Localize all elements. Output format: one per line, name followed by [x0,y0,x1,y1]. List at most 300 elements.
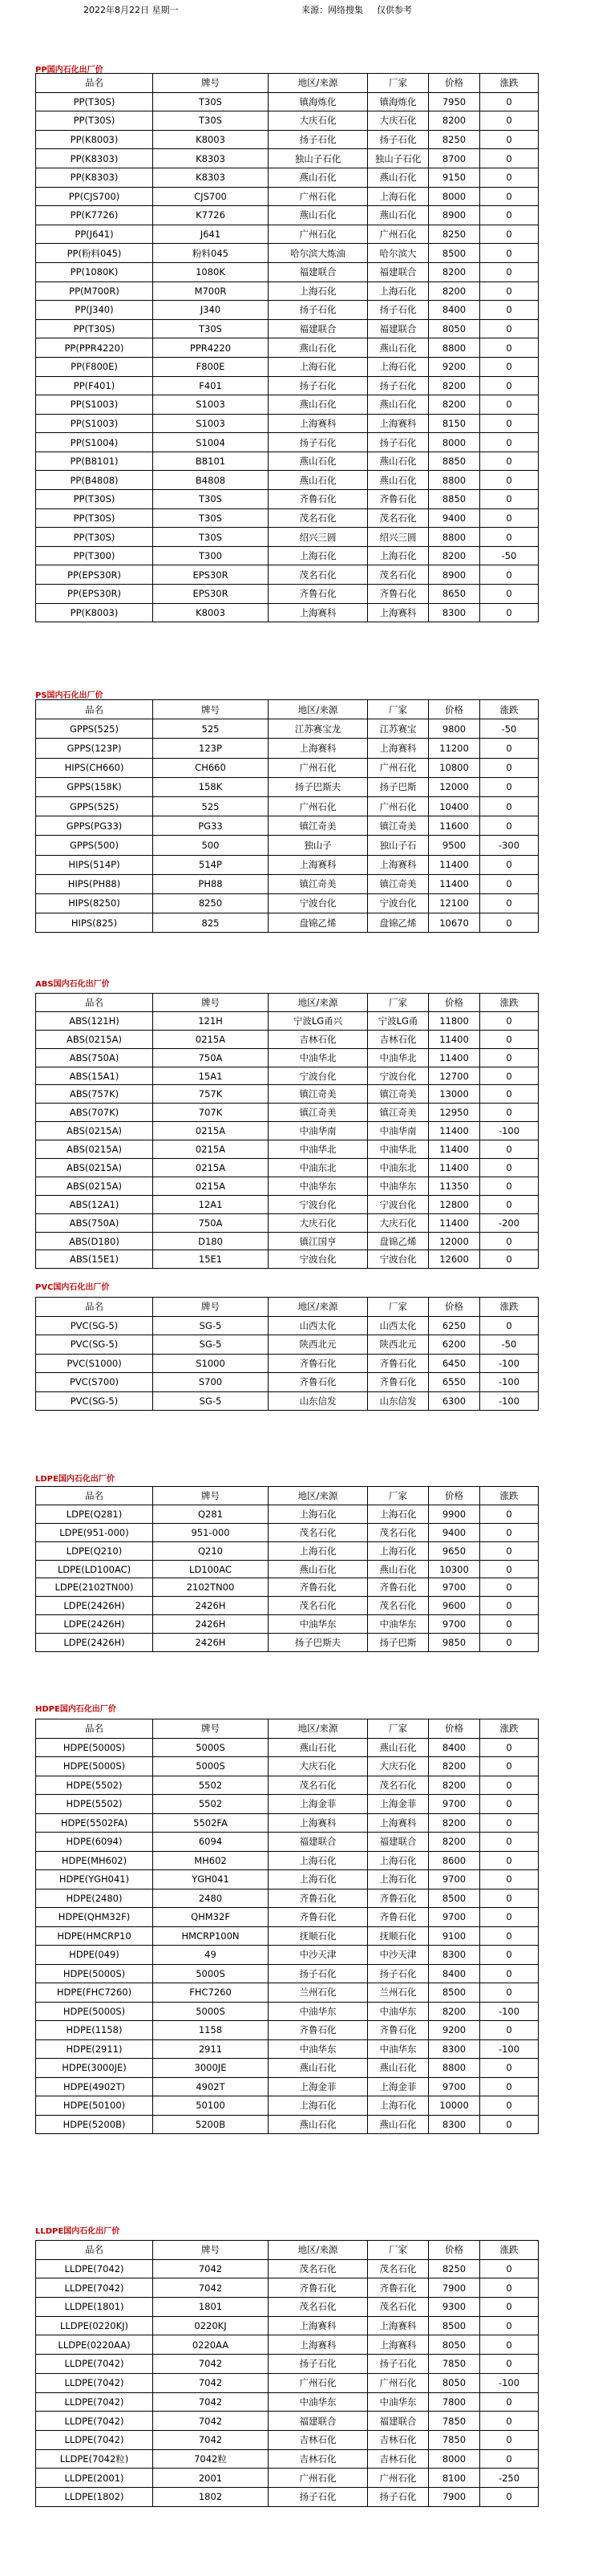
table-cell: 6300 [429,1391,480,1411]
table-cell: 0 [480,1505,539,1523]
table-cell: -50 [480,546,539,565]
table-cell: 吉林石化 [269,2430,368,2449]
table-cell: 上海石化 [368,281,429,301]
table-row [36,1335,539,1355]
table-cell: 吉林石化 [269,2449,368,2469]
table-cell: 中沙天津 [368,1946,429,1965]
table-cell: 8900 [429,206,480,225]
table-cell: ABS(121H) [36,1011,153,1030]
column-header: 厂家 [368,2241,429,2260]
price-table [35,1297,539,1411]
table-cell: 燕山石化 [368,395,429,415]
table-row [36,433,539,452]
table-cell: 中油华东 [269,1177,368,1195]
table-row [36,1048,539,1067]
table-cell: 中油华东 [368,2039,429,2059]
table-cell: 扬子石化 [368,433,429,452]
table-cell: 8200 [429,1813,480,1833]
table-cell: -100 [480,1354,539,1373]
table-cell: 8850 [429,452,480,471]
table-row [36,2487,539,2506]
table-cell: 0 [480,433,539,452]
table-cell: 0 [480,319,539,338]
column-header: 涨跌 [480,994,539,1012]
table-cell: 8400 [429,1738,480,1757]
table-cell: 镇江奇美 [269,1085,368,1104]
table-cell: T30S [153,508,269,528]
table-cell: 独山子石 [368,836,429,855]
table-cell: 11350 [429,1177,480,1195]
table-cell: 0 [480,2449,539,2469]
table-cell: 扬子石化 [269,301,368,320]
table-row [36,508,539,528]
table-cell: 山东信发 [368,1391,429,1411]
table-cell: 11400 [429,1030,480,1048]
price-table [35,2240,539,2507]
table-cell: 上海石化 [368,2096,429,2116]
table-cell: 13000 [429,1085,480,1104]
table-cell: S1003 [153,395,269,415]
table-row [36,452,539,471]
table-cell: 6250 [429,1316,480,1335]
table-cell: 齐鲁石化 [368,585,429,604]
table-cell: 11400 [429,874,480,893]
table-cell: ABS(0215A) [36,1030,153,1048]
table-cell: 盘锦乙烯 [269,913,368,933]
table-cell: PP(T30S) [36,92,153,111]
table-cell: 茂名石化 [269,565,368,585]
table-cell: 茂名石化 [368,1597,429,1615]
table-header-row [36,1298,539,1317]
table-cell: 燕山石化 [269,1560,368,1578]
table-cell: 0 [480,111,539,131]
table-cell: 1158 [153,2021,269,2040]
table-cell: 9700 [429,2077,480,2096]
table-cell: ABS(0215A) [36,1159,153,1177]
price-table [35,993,539,1269]
table-cell: 扬子石化 [269,130,368,149]
table-cell: 齐鲁石化 [269,490,368,509]
table-cell: 燕山石化 [368,1738,429,1757]
table-cell: PP(T300) [36,546,153,565]
table-cell: HDPE(YGH041) [36,1870,153,1889]
table-cell: 0 [480,1946,539,1965]
table-cell: LLDPE(1802) [36,2487,153,2506]
table-cell: 镇江奇美 [368,1104,429,1122]
column-header: 价格 [429,1298,480,1317]
table-cell: 镇海炼化 [368,92,429,111]
report-source: 来源：网络搜集 [301,5,363,15]
table-cell: 中油华东 [368,1177,429,1195]
table-cell: ABS(750A) [36,1213,153,1232]
table-cell: LDPE(Q281) [36,1505,153,1523]
table-cell: 吉林石化 [368,2430,429,2449]
table-cell: 0 [480,92,539,111]
table-cell: LDPE(Q210) [36,1541,153,1560]
table-cell: 0 [480,1085,539,1104]
table-cell: 0 [480,2412,539,2431]
table-cell: 盘锦乙烯 [368,913,429,933]
table-header-row [36,1719,539,1739]
table-cell: 8800 [429,338,480,358]
table-cell: 11400 [429,855,480,874]
table-cell: 上海赛科 [368,2316,429,2335]
table-cell: K8303 [153,149,269,168]
table-cell: 6450 [429,1354,480,1373]
table-cell: 9300 [429,2298,480,2317]
section-title: HDPE国内石化出厂价 [35,1705,116,1714]
table-cell: 上海赛科 [269,2335,368,2355]
table-cell: 8150 [429,414,480,433]
table-cell: PG33 [153,816,269,836]
table-cell: PP(K8003) [36,603,153,622]
table-cell: 0 [480,452,539,471]
table-cell: CJS700 [153,187,269,206]
table-cell: 1801 [153,2298,269,2317]
table-cell: 0 [480,1250,539,1269]
table-row [36,1391,539,1411]
table-cell: 8050 [429,2335,480,2355]
table-cell: 镇江奇美 [269,1104,368,1122]
table-cell: 50100 [153,2096,269,2116]
table-cell: 齐鲁石化 [269,2021,368,2040]
table-row [36,2316,539,2335]
table-cell: 宁波LG甬 [368,1011,429,1030]
table-cell: HDPE(5000S) [36,1964,153,1983]
table-row [36,739,539,758]
section-title: LLDPE国内石化出厂价 [35,2227,120,2236]
table-cell: 8200 [429,111,480,131]
table-cell: 10800 [429,758,480,777]
table-cell: HDPE(6094) [36,1833,153,1852]
table-cell: 9400 [429,508,480,528]
table-cell: 扬子石化 [368,130,429,149]
table-cell: 上海石化 [269,2096,368,2116]
table-cell: ABS(D180) [36,1232,153,1250]
table-cell: 0 [480,376,539,395]
table-cell: 齐鲁石化 [269,585,368,604]
table-cell: 中油华南 [269,1122,368,1140]
table-cell: 0 [480,777,539,796]
table-cell: 0 [480,2077,539,2096]
table-cell: S1003 [153,414,269,433]
table-cell: 大庆石化 [368,1757,429,1776]
table-cell: 7042 [153,2412,269,2431]
table-cell: 上海石化 [368,1870,429,1889]
table-cell: ABS(15E1) [36,1250,153,1269]
table-cell: 上海赛科 [269,739,368,758]
price-table [35,73,539,622]
table-cell: GPPS(158K) [36,777,153,796]
table-cell: 上海赛科 [368,2335,429,2355]
table-cell: 山东信发 [269,1391,368,1411]
column-header: 厂家 [368,700,429,719]
table-cell: 8250 [429,130,480,149]
table-cell: 7900 [429,2278,480,2298]
column-header: 地区/来源 [269,700,368,719]
table-cell: 茂名石化 [368,1776,429,1795]
table-cell: 上海石化 [269,281,368,301]
table-cell: 500 [153,836,269,855]
table-cell: 宁波台化 [368,893,429,913]
table-cell: 广州石化 [269,225,368,244]
table-cell: 燕山石化 [269,2059,368,2078]
table-row [36,490,539,509]
table-cell: 燕山石化 [368,2115,429,2134]
table-cell: 齐鲁石化 [368,1373,429,1392]
table-cell: 2426H [153,1615,269,1634]
table-cell: 福建联合 [269,1833,368,1852]
table-cell: 0 [480,244,539,263]
table-cell: 0 [480,1541,539,1560]
table-cell: 镇江奇美 [269,874,368,893]
table-cell: 燕山石化 [368,452,429,471]
table-cell: 7042 [153,2278,269,2298]
table-cell: HDPE(5000S) [36,1738,153,1757]
table-cell: 0 [480,796,539,816]
column-header: 涨跌 [480,700,539,719]
table-cell: 0 [480,1833,539,1852]
table-cell: J641 [153,225,269,244]
table-cell: PP(S1004) [36,433,153,452]
table-cell: 8250 [153,893,269,913]
table-cell: 绍兴三圆 [269,528,368,547]
table-cell: ABS(0215A) [36,1122,153,1140]
table-cell: 6094 [153,1833,269,1852]
table-cell: 2911 [153,2039,269,2059]
table-cell: 2001 [153,2469,269,2488]
column-header: 地区/来源 [269,994,368,1012]
column-header: 牌号 [153,994,269,1012]
table-cell: 0 [480,1634,539,1652]
column-header: 品名 [36,2241,153,2260]
table-cell: 0 [480,1889,539,1908]
table-cell: 7800 [429,2392,480,2412]
table-cell: T30S [153,92,269,111]
table-row [36,2449,539,2469]
table-cell: 扬子石化 [269,2487,368,2506]
table-cell: 0 [480,585,539,604]
table-cell: 上海石化 [269,357,368,376]
table-cell: 兰州石化 [269,1983,368,2003]
table-cell: 12A1 [153,1195,269,1213]
table-cell: 0 [480,1578,539,1597]
table-cell: 上海金菲 [368,1795,429,1814]
table-cell: 燕山石化 [368,206,429,225]
table-cell: HIPS(514P) [36,855,153,874]
table-header-row [36,2241,539,2260]
table-row [36,1833,539,1852]
table-cell: 福建联合 [368,262,429,281]
column-header: 品名 [36,994,153,1012]
table-cell: 镇江奇美 [368,1085,429,1104]
table-cell: 0 [480,2487,539,2506]
table-cell: PP(J641) [36,225,153,244]
table-cell: 0 [480,2335,539,2355]
table-cell: LLDPE(7042粒) [36,2449,153,2469]
table-cell: GPPS(525) [36,796,153,816]
table-cell: PP(K8003) [36,130,153,149]
table-cell: LLDPE(7042) [36,2412,153,2431]
table-cell: 0 [480,301,539,320]
table-cell: -50 [480,1335,539,1355]
table-cell: LD100AC [153,1560,269,1578]
table-cell: LLDPE(7042) [36,2430,153,2449]
table-row [36,2059,539,2078]
table-cell: 0 [480,739,539,758]
table-row [36,1889,539,1908]
table-row [36,1908,539,1927]
table-cell: 中油华东 [368,2392,429,2412]
table-cell: 0 [480,2355,539,2374]
table-cell: -100 [480,2002,539,2021]
table-header-row [36,994,539,1012]
table-cell: 8200 [429,262,480,281]
table-cell: PP(F401) [36,376,153,395]
table-cell: 宁波台化 [368,1067,429,1085]
table-row [36,1795,539,1814]
table-cell: 广州石化 [368,225,429,244]
table-cell: HDPE(5000S) [36,2002,153,2021]
table-cell: 扬子石化 [368,1964,429,1983]
table-cell: 8700 [429,149,480,168]
table-cell: 齐鲁石化 [368,490,429,509]
table-cell: 2102TN00 [153,1578,269,1597]
table-cell: 5502 [153,1776,269,1795]
table-cell: 0 [480,1067,539,1085]
table-cell: 8200 [429,395,480,415]
table-cell: 扬子巴斯 [368,1634,429,1652]
table-cell: 9700 [429,1870,480,1889]
table-cell: PP(T30S) [36,528,153,547]
table-cell: 0215A [153,1140,269,1159]
price-table [35,1719,539,2134]
table-cell: Q281 [153,1505,269,1523]
table-cell: LLDPE(2001) [36,2469,153,2488]
table-cell: 11400 [429,1213,480,1232]
table-cell: ABS(757K) [36,1085,153,1104]
table-cell: 0 [480,2115,539,2134]
table-cell: 11800 [429,1011,480,1030]
table-cell: 扬子巴斯夫 [269,1634,368,1652]
table-row [36,1813,539,1833]
table-cell: 514P [153,855,269,874]
table-cell: HIPS(PH88) [36,874,153,893]
table-cell: 0 [480,2316,539,2335]
table-row [36,1140,539,1159]
table-cell: 江苏赛宝 [368,719,429,739]
table-cell: 上海石化 [269,1870,368,1889]
table-row [36,2021,539,2040]
table-cell: 0 [480,1048,539,1067]
table-cell: 0 [480,565,539,585]
table-cell: 宁波台化 [269,1195,368,1213]
table-cell: 15E1 [153,1250,269,1269]
table-cell: FHC7260 [153,1983,269,2003]
table-row [36,1926,539,1946]
table-cell: 123P [153,739,269,758]
table-cell: -250 [480,2469,539,2488]
table-cell: 大庆石化 [269,1757,368,1776]
column-header: 牌号 [153,1487,269,1505]
table-cell: 福建联合 [269,262,368,281]
table-cell: PP(M700R) [36,281,153,301]
table-cell: 5000S [153,1738,269,1757]
table-cell: 8600 [429,1851,480,1870]
table-row [36,816,539,836]
table-cell: 12800 [429,1195,480,1213]
table-cell: 8850 [429,490,480,509]
table-cell: 扬子巴斯 [368,777,429,796]
table-cell: 0 [480,1597,539,1615]
table-cell: 0 [480,1159,539,1177]
table-cell: 0 [480,262,539,281]
table-cell: 镇海炼化 [269,92,368,111]
table-cell: 兰州石化 [368,1983,429,2003]
table-cell: F401 [153,376,269,395]
table-cell: 镇江奇美 [269,816,368,836]
table-row [36,1177,539,1195]
table-row [36,2469,539,2488]
table-cell: 4902T [153,2077,269,2096]
table-cell: 11400 [429,1048,480,1067]
table-row [36,1159,539,1177]
table-cell: PVC(SG-5) [36,1316,153,1335]
table-cell: 0 [480,1195,539,1213]
table-cell: 扬子石化 [368,301,429,320]
table-cell: 扬子石化 [368,376,429,395]
table-cell: 山西太化 [368,1316,429,1335]
table-cell: HDPE(5000S) [36,1757,153,1776]
table-cell: K8303 [153,168,269,187]
table-cell: 5000S [153,1757,269,1776]
table-cell: 8300 [429,2039,480,2059]
table-cell: 9100 [429,1926,480,1946]
table-row [36,874,539,893]
table-cell: 吉林石化 [368,1030,429,1048]
table-cell: 广州石化 [368,796,429,816]
table-cell: 8300 [429,1946,480,1965]
table-cell: 0 [480,1232,539,1250]
table-cell: 扬子石化 [368,2355,429,2374]
table-cell: 福建联合 [269,2412,368,2431]
table-cell: 扬子石化 [368,2487,429,2506]
table-cell: 8800 [429,528,480,547]
column-header: 厂家 [368,1298,429,1317]
table-cell: 9900 [429,1505,480,1523]
table-cell: 0 [480,1615,539,1634]
table-cell: 9700 [429,1908,480,1927]
table-cell: 0 [480,1316,539,1335]
table-cell: HDPE(5502FA) [36,1813,153,1833]
table-cell: 9650 [429,1541,480,1560]
table-cell: 上海赛科 [269,414,368,433]
table-cell: 9800 [429,719,480,739]
table-cell: PVC(SG-5) [36,1391,153,1411]
table-cell: 扬子石化 [269,376,368,395]
table-cell: 8000 [429,2449,480,2469]
table-cell: 5000S [153,1964,269,1983]
column-header: 品名 [36,1719,153,1739]
table-cell: 中油华东 [269,2392,368,2412]
table-cell: 0215A [153,1122,269,1140]
table-cell: 8200 [429,376,480,395]
table-row [36,796,539,816]
table-cell: 上海赛科 [269,603,368,622]
table-row [36,130,539,149]
table-cell: 9700 [429,1578,480,1597]
table-cell: PP(B4808) [36,471,153,490]
